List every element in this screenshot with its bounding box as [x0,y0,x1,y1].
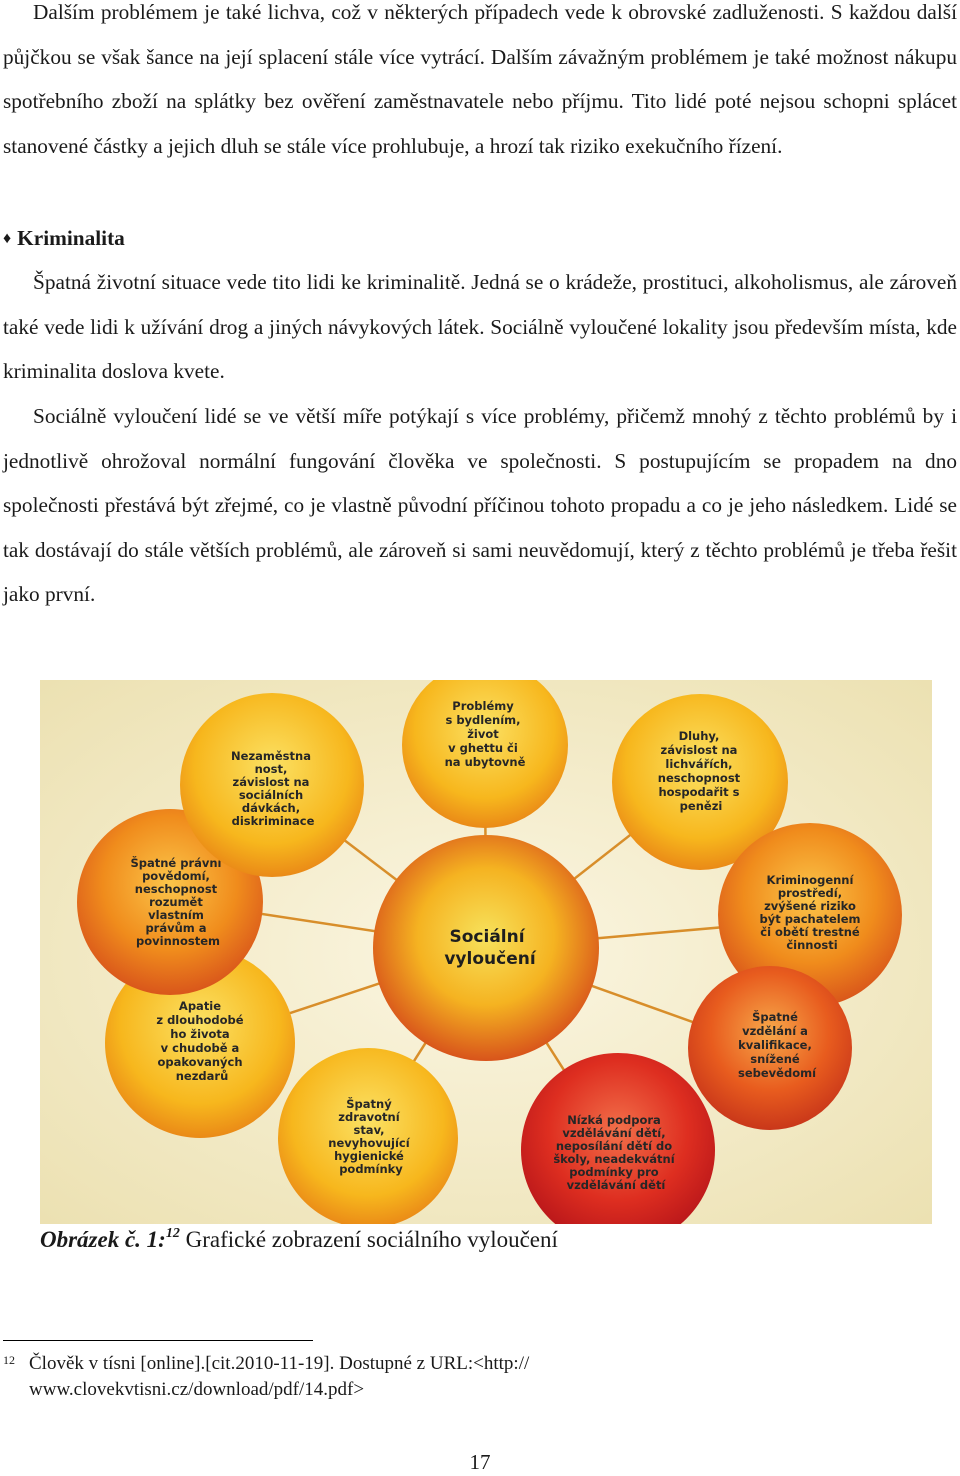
bubble-debts-line-6: penězi [679,799,723,813]
bubble-debts-line-5: hospodařit s [658,785,740,799]
bubble-unemployment-line-1: Nezaměstna [231,749,311,763]
bubble-legal-line-4: rozumět [149,895,203,909]
bubble-debts-line-1: Dluhy, [678,729,720,743]
bubble-legal-line-1: Špatné právní [130,856,222,870]
bubble-apathy-line-1: Apatie [178,999,222,1013]
bubble-crime-line-4: být pachatelem [759,912,861,926]
bubble-health [278,1048,458,1224]
footnote-number: 12 [3,1353,15,1367]
bubble-crime-line-5: či obětí trestné [760,925,860,939]
bubble-crime-line-1: Kriminogenní [766,873,854,887]
bubble-housing-line-3: život [467,727,499,741]
bubble-school-line-5: podmínky pro [569,1165,659,1179]
section-heading-text: Kriminalita [17,226,125,250]
paragraph-lichva-text: Dalším problémem je také lichva, což v některých případech vede k obrovské zadluženosti. S každou další půjčkou se však šance na její splacení stále více vytrácí. Dalším závažným problémem je také možnost nákupu spotřebního zboží na splátky bez ověření zaměstnavatele nebo příjmu. Tito lidé poté nejsou schopni splácet stanovené částky a jejich dluh se stále více prohlubuje, a hrozí tak riziko exekučního řízení. [3,0,957,158]
bubble-school-line-6: vzdělávání dětí [566,1178,666,1192]
center-line-2: vyloučení [444,949,536,969]
bubble-crime-line-2: prostředí, [777,886,843,900]
bubble-debts-line-3: lichvářích, [665,757,733,771]
bubble-unemployment-line-4: sociálních [238,788,304,802]
bubble-unemployment-line-3: závislost na [232,775,310,789]
paragraph-exclusion-text: Sociálně vyloučení lidé se ve větší míře potýkají s více problémy, přičemž mnohý z těchto problémů by i jednotlivě ohrožoval normální fungování člověka ve společnosti. S postupujícím se propadem na dno společnosti přestává být zřejmé, co je vlastně původní příčinou tohoto propadu a co je jeho následkem. Lidé se tak dostávají do stále větších problémů, ale zároveň si sami neuvědomují, který z těchto problémů je třeba řešit jako první. [3,404,957,607]
bubble-apathy-line-6: nezdarů [175,1069,229,1083]
caption-text: Grafické zobrazení sociálního vyloučení [179,1227,558,1252]
bubble-health-line-6: podmínky [339,1162,403,1176]
svg-text:Nízká podpora vzdělává [553,1113,678,1192]
bubble-education-line-1: Špatné [752,1010,798,1024]
bubble-education-line-4: snížené [750,1052,800,1066]
bubble-health-line-2: zdravotní [338,1110,400,1124]
bubble-crime-line-3: zvýšené riziko [764,899,856,913]
bubble-health-line-4: nevyhovující [328,1136,410,1150]
section-heading-kriminalita [3,216,125,261]
bubble-legal-line-3: neschopnost [134,882,218,896]
bubble-education-line-2: vzdělání a [742,1024,808,1038]
bubble-health-line-1: Špatný [346,1097,392,1111]
bubble-crime-line-6: činnosti [786,938,838,952]
bubble-legal-line-2: povědomí, [142,869,210,883]
bubble-debts-line-4: neschopnost [657,771,741,785]
bubble-unemployment-line-5: dávkách, [241,801,301,815]
bubble-school-line-4: školy, neadekvátní [553,1152,675,1166]
footnote-line-1: Člověk v tísni [online].[cit.2010-11-19]. Dostupné z URL:<http:// [29,1353,530,1374]
bubble-health-line-5: hygienické [334,1149,404,1163]
page-number: 17 [469,1450,491,1474]
bubble-apathy-line-4: v chudobě a [160,1041,240,1055]
bubble-legal-line-5: vlastním [148,908,204,922]
bubble-debts-line-2: závislost na [660,743,738,757]
diagram-svg [40,680,932,1224]
bubble-education-line-3: kvalifikace, [738,1038,812,1052]
bubble-education [688,966,852,1130]
center-bubble [373,835,599,1061]
bubble-housing-line-5: na ubytovně [444,755,526,769]
caption-label: Obrázek č. 1: [40,1227,166,1252]
diamond-icon: ♦ [3,230,12,247]
paragraph-lichva [3,0,957,168]
footnote [3,1351,903,1403]
figure-caption [40,1220,558,1260]
bubble-health-line-3: stav, [353,1123,385,1137]
caption-footnote-ref[interactable]: 12 [165,1226,180,1241]
bubble-school-line-2: vzdělávání dětí, [562,1126,666,1140]
bubble-apathy-line-3: ho života [170,1027,230,1041]
bubble-school-line-1: Nízká podpora [567,1113,661,1127]
social-exclusion-diagram [40,680,932,1224]
paragraph-exclusion [3,394,957,617]
paragraph-kriminalita-text: Špatná životní situace vede tito lidi ke kriminalitě. Jedná se o krádeže, prostituci, alkoholismus, ale zároveň také vede lidi k užívání drog a jiných návykových látek. Sociálně vyloučené lokality jsou především místa, kde kriminalita doslova kvete. [3,270,957,384]
center-line-1: Sociální [449,927,525,947]
bubble-legal-line-7: povinnostem [136,934,220,948]
bubble-unemployment [180,693,364,877]
paragraph-kriminalita [3,260,957,394]
bubble-apathy-line-2: z dlouhodobé [156,1013,244,1027]
footnote-line-2[interactable]: www.clovekvtisni.cz/download/pdf/14.pdf> [29,1379,365,1400]
footnote-separator [3,1340,313,1341]
bubble-unemployment-line-2: nost, [254,762,288,776]
bubble-apathy-line-5: opakovaných [157,1055,243,1069]
bubble-legal-line-6: právům a [145,921,207,935]
bubble-education-line-5: sebevědomí [737,1066,817,1080]
bubble-school-line-3: neposílání dětí do [555,1139,673,1153]
bubble-unemployment-line-6: diskriminace [231,814,315,828]
bubble-housing-line-4: v ghettu či [448,741,518,755]
bubble-housing-line-2: s bydlením, [445,713,521,727]
bubble-housing-line-1: Problémy [452,699,514,713]
svg-text:Nezaměstna nost, [231,749,315,828]
